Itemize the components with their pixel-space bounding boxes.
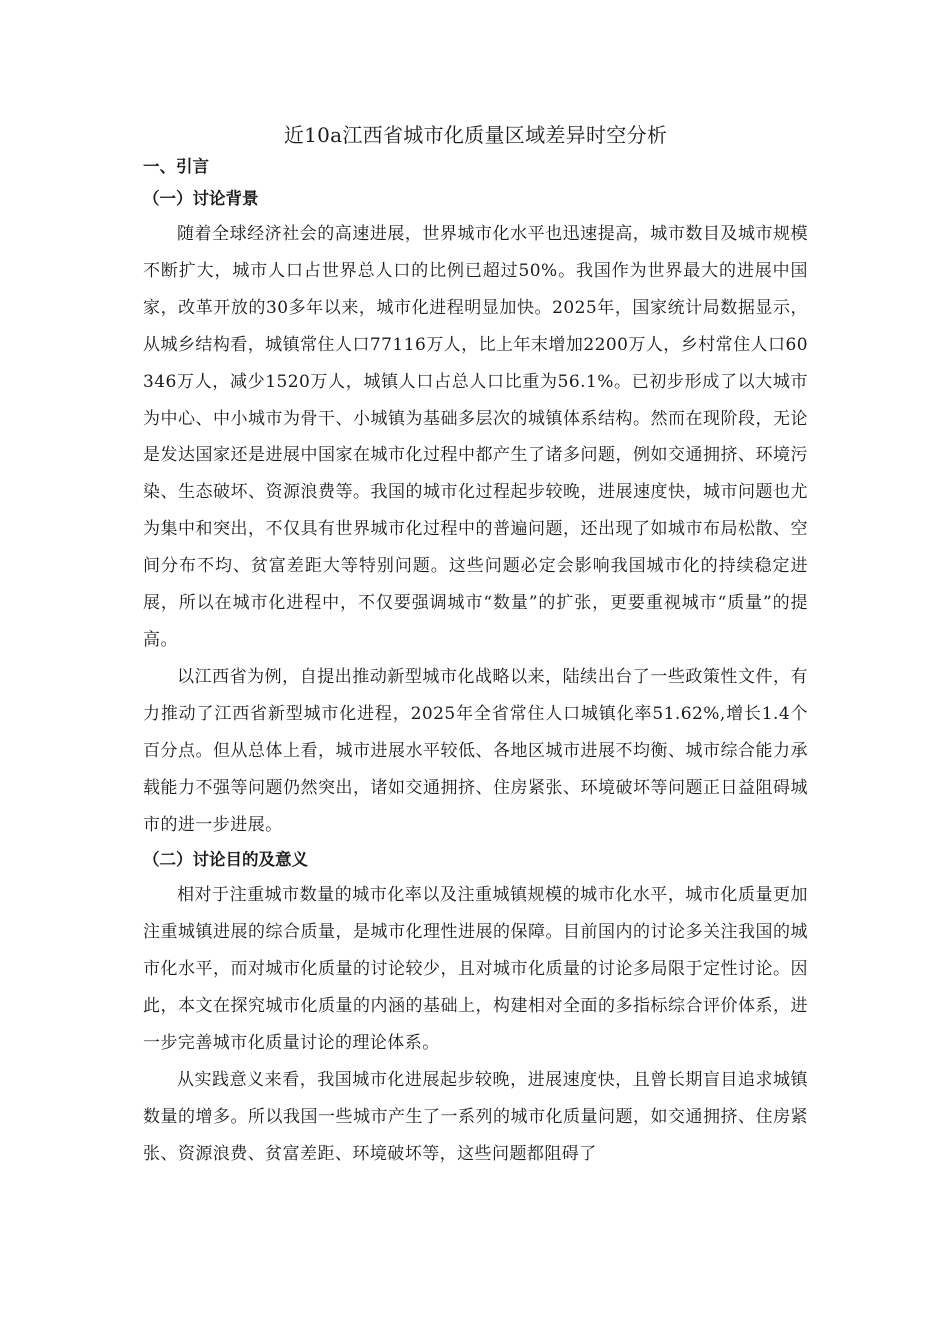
subsection-heading-purpose: （二）讨论目的及意义 xyxy=(143,850,308,870)
document-title: 近10a江西省城市化质量区域差异时空分析 xyxy=(283,123,668,147)
paragraph: 以江西省为例，自提出推动新型城市化战略以来，陆续出台了一些政策性文件，有力推动了江西省新型城市化进程，2025年全省常住人口城镇化率51.62%,增长1.4个百分点。但从总体上看，城市进展水平较低、各地区城市进展不均衡、城市综合能力承载能力不强等问题仍然突出，诸如交通拥挤、住房紧张、环境破坏等问题正日益阻碍城市的进一步进展。 xyxy=(143,666,808,835)
subsection-heading-background: （一）讨论背景 xyxy=(143,189,259,208)
paragraph: 从实践意义来看，我国城市化进展起步较晚，进展速度快，且曾长期盲目追求城镇数量的增多。所以我国一些城市产生了一系列的城市化质量问题，如交通拥挤、住房紧张、资源浪费、贫富差距、环境破坏等，这些问题都阻碍了 xyxy=(143,1069,808,1164)
paragraph: 相对于注重城市数量的城市化率以及注重城镇规模的城市化水平，城市化质量更加注重城镇进展的综合质量，是城市化理性进展的保障。目前国内的讨论多关注我国的城市化水平，而对城市化质量的讨论较少，且对城市化质量的讨论多局限于定性讨论。因此，本文在探究城市化质量的内涵的基础上，构建相对全面的多指标综合评价体系，进一步完善城市化质量讨论的理论体系。 xyxy=(143,885,808,1054)
paragraph: 随着全球经济社会的高速进展，世界城市化水平也迅速提高，城市数目及城市规模不断扩大，城市人口占世界总人口的比例已超过50%。我国作为世界最大的进展中国家，改革开放的30多年以来，城市化进程明显加快。2025年，国家统计局数据显示，从城乡结构看，城镇常住人口77116万人，比上年末增加2200万人，乡村常住人口60346万人，减少1520万人，城镇人口占总人口比重为56.1%。已初步形成了以大城市为中心、中小城市为骨干、小城镇为基础多层次的城镇体系结构。然而在现阶段，无论是发达国家还是进展中国家在城市化过程中都产生了诸多问题，例如交通拥挤、环境污染、生态破坏、资源浪费等。我国的城市化过程起步较晚，进展速度快，城市问题也尤为集中和突出，不仅具有世界城市化过程中的普遍问题，还出现了如城市布局松散、空间分布不均、贫富差距大等特别问题。这些问题必定会影响我国城市化的持续稳定进展，所以在城市化进程中，不仅要强调城市“数量”的扩张，更要重视城市“质量”的提高。 xyxy=(143,224,808,650)
document-body xyxy=(143,118,808,1173)
section-heading-introduction: 一、引言 xyxy=(143,157,209,176)
